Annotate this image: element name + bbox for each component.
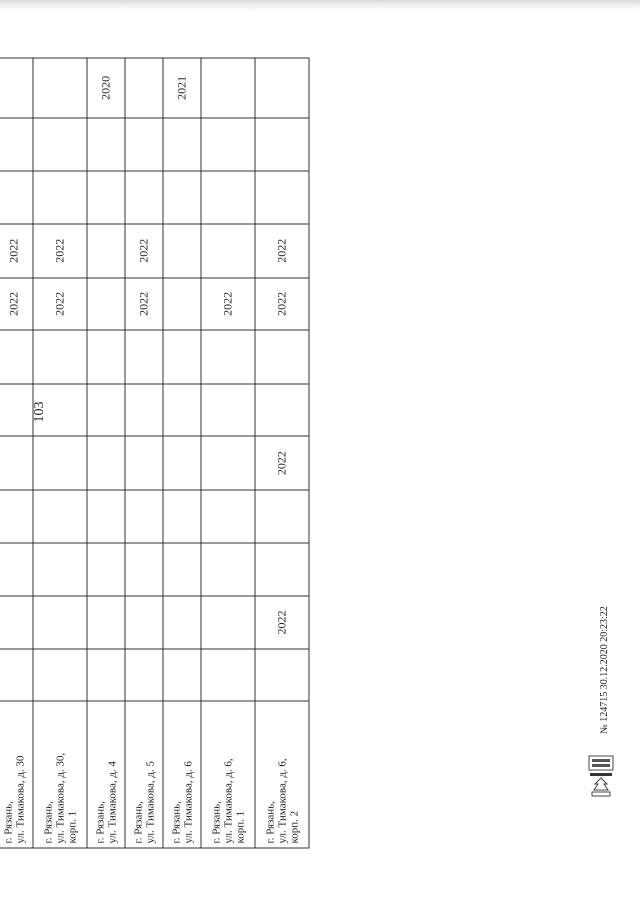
- address-line: корп. 2: [288, 810, 301, 844]
- year-cell: [0, 171, 33, 224]
- year-cell: [201, 118, 255, 172]
- year-cell: 2022: [33, 224, 87, 278]
- address-line: ул. Тимакова, д. 6,: [276, 758, 289, 844]
- year-cell: [201, 543, 255, 597]
- address-line: г. Рязань,: [42, 801, 55, 844]
- year-cell: [201, 384, 255, 437]
- year-cell: [163, 118, 201, 172]
- address-line: ул. Тимакова, д. 6: [182, 761, 195, 844]
- address-line: ул. Тимакова, д. 4: [106, 761, 119, 844]
- year-cell: [163, 596, 201, 649]
- year-cell: [0, 118, 33, 172]
- year-cell: [163, 330, 201, 384]
- year-cell: [87, 330, 125, 384]
- address-line: г. Рязань,: [132, 801, 145, 844]
- address-cell: [255, 701, 309, 848]
- year-cell: 2020: [87, 58, 125, 118]
- address-line: ул. Тимакова, д. 5: [144, 761, 157, 844]
- year-cell: 2022: [125, 278, 163, 331]
- year-cell: [255, 58, 309, 118]
- table-row: [163, 58, 201, 848]
- year-cell: [33, 490, 87, 543]
- year-cell: [163, 490, 201, 543]
- year-cell: 2022: [0, 278, 33, 331]
- year-cell: [33, 330, 87, 384]
- year-cell: 2022: [255, 278, 309, 331]
- table-container: [0, 58, 310, 849]
- page-number: 103: [32, 401, 47, 423]
- year-cell: [0, 58, 33, 118]
- year-cell: [201, 58, 255, 118]
- table-row: [125, 58, 163, 848]
- year-cell: [255, 384, 309, 437]
- year-cell: [125, 330, 163, 384]
- address-line: г. Рязань,: [94, 801, 107, 844]
- year-cell: [125, 384, 163, 437]
- registry-emblem-icon: [586, 754, 616, 798]
- year-cell: [0, 490, 33, 543]
- address-cell: [0, 701, 33, 848]
- year-cell: [87, 596, 125, 649]
- year-cell: [33, 649, 87, 702]
- year-cell: [201, 649, 255, 702]
- year-cell: [33, 436, 87, 490]
- year-cell: [87, 118, 125, 172]
- year-cell: [33, 596, 87, 649]
- table-row: [87, 58, 125, 848]
- year-cell: [255, 118, 309, 172]
- year-cell: [0, 436, 33, 490]
- year-cell: [255, 330, 309, 384]
- year-cell: [255, 543, 309, 597]
- year-cell: 2022: [255, 436, 309, 490]
- year-cell: [255, 649, 309, 702]
- address-line: корп. 1: [234, 810, 247, 844]
- address-line: г. Рязань,: [264, 801, 277, 844]
- year-cell: 2022: [33, 278, 87, 331]
- year-cell: [163, 171, 201, 224]
- year-cell: [33, 171, 87, 224]
- year-cell: [87, 278, 125, 331]
- year-cell: 2022: [255, 224, 309, 278]
- year-cell: [125, 436, 163, 490]
- year-cell: [0, 543, 33, 597]
- year-cell: [125, 596, 163, 649]
- table-row: [201, 58, 255, 848]
- year-cell: [201, 596, 255, 649]
- year-cell: [0, 330, 33, 384]
- year-cell: [255, 171, 309, 224]
- year-cell: [201, 224, 255, 278]
- schedule-table: [0, 58, 310, 849]
- year-cell: [87, 384, 125, 437]
- address-line: г. Рязань,: [170, 801, 183, 844]
- year-cell: 2021: [163, 58, 201, 118]
- year-cell: [87, 490, 125, 543]
- year-cell: [163, 649, 201, 702]
- year-cell: 2022: [0, 224, 33, 278]
- year-cell: [125, 118, 163, 172]
- year-cell: [201, 436, 255, 490]
- address-cell: [201, 701, 255, 848]
- year-cell: [33, 543, 87, 597]
- year-cell: [0, 596, 33, 649]
- year-cell: [201, 490, 255, 543]
- year-cell: [125, 58, 163, 118]
- year-cell: [163, 278, 201, 331]
- year-cell: [33, 118, 87, 172]
- year-cell: [87, 649, 125, 702]
- scan-top-edge: [0, 0, 640, 12]
- year-cell: [87, 171, 125, 224]
- table-row: [0, 58, 33, 848]
- registration-stamp-text: № 124715 30.12.2020 20:23:22: [599, 606, 610, 734]
- year-cell: [33, 58, 87, 118]
- address-line: ул. Тимакова, д. 30: [14, 755, 27, 844]
- address-line: ул. Тимакова, д. 30,: [54, 752, 67, 844]
- address-line: корп. 1: [66, 810, 79, 844]
- address-cell: [33, 701, 87, 848]
- year-cell: 2022: [125, 224, 163, 278]
- year-cell: [87, 543, 125, 597]
- year-cell: [163, 224, 201, 278]
- year-cell: [125, 490, 163, 543]
- address-cell: [87, 701, 125, 848]
- year-cell: [0, 649, 33, 702]
- address-cell: [163, 701, 201, 848]
- address-line: г. Рязань,: [210, 801, 223, 844]
- year-cell: 2022: [201, 278, 255, 331]
- table-row: [255, 58, 309, 848]
- year-cell: 2022: [255, 596, 309, 649]
- year-cell: [201, 171, 255, 224]
- year-cell: [87, 436, 125, 490]
- table-row: [33, 58, 87, 848]
- year-cell: [163, 384, 201, 437]
- year-cell: [0, 384, 33, 437]
- year-cell: [255, 490, 309, 543]
- year-cell: [125, 649, 163, 702]
- year-cell: [125, 543, 163, 597]
- address-line: г. Рязань,: [2, 801, 15, 844]
- address-cell: [125, 701, 163, 848]
- year-cell: [163, 436, 201, 490]
- year-cell: [201, 330, 255, 384]
- year-cell: [33, 384, 87, 437]
- year-cell: [125, 171, 163, 224]
- address-line: ул. Тимакова, д. 6,: [222, 758, 235, 844]
- year-cell: [87, 224, 125, 278]
- year-cell: [163, 543, 201, 597]
